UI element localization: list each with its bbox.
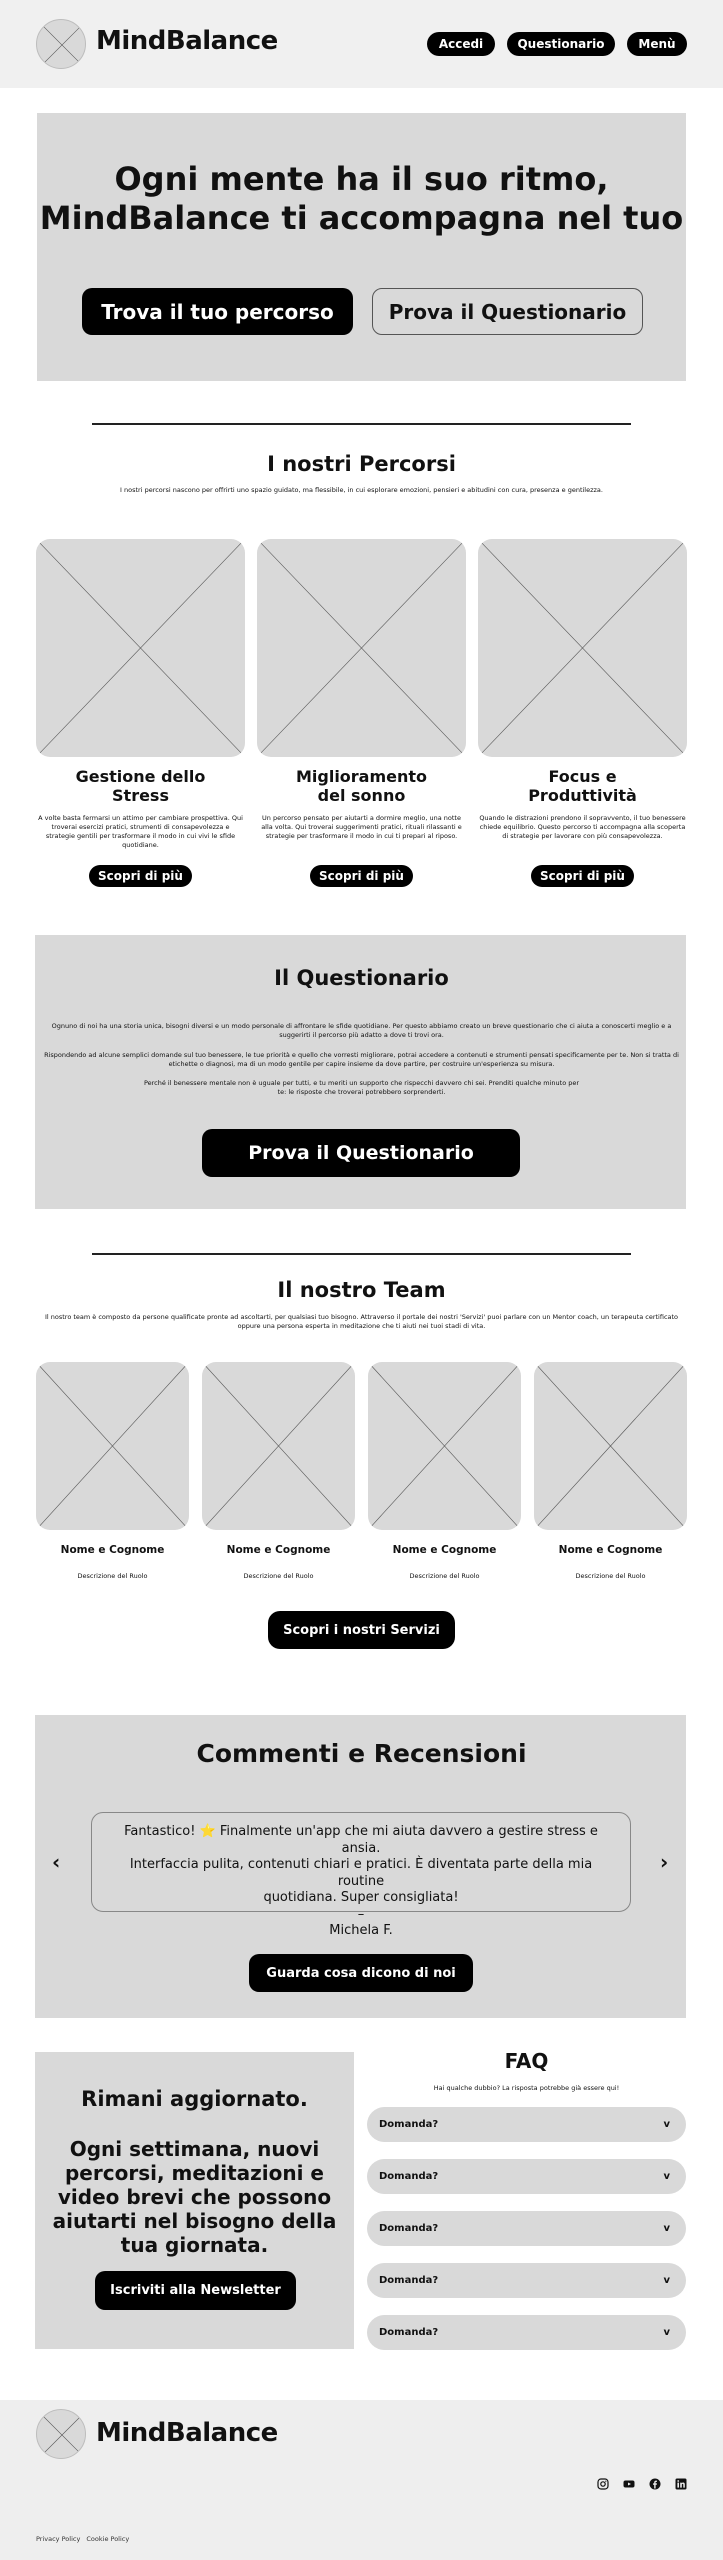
services-button[interactable]: Scopri i nostri Servizi	[268, 1611, 455, 1649]
faq-question: Domanda?	[379, 2275, 439, 2286]
review-quote-line: Interfaccia pulita, contenuti chiari e pratici. È diventata parte della mia routine	[129, 1857, 593, 1889]
hero-title-line: Ogni mente ha il suo ritmo,	[114, 160, 609, 198]
card-title-line: Produttività	[528, 786, 637, 805]
card-description: Quando le distrazioni prendono il sopravvento, il tuo benessere chiede equilibrio. Questo percorso ti accompagna alla scoperta di strategie per lavorare con più consapevolezza.	[479, 814, 686, 840]
logo-icon[interactable]	[36, 2409, 86, 2459]
menu-button[interactable]: Menù	[627, 32, 687, 56]
carousel-prev-icon[interactable]: ‹	[52, 1850, 61, 1874]
hero-section	[37, 113, 686, 381]
faq-item[interactable]	[367, 2107, 686, 2142]
card-title-line: Focus e	[548, 767, 617, 786]
youtube-icon[interactable]	[623, 2478, 635, 2490]
review-author: Michela F.	[329, 1923, 393, 1938]
newsletter-subscribe-button[interactable]: Iscriviti alla Newsletter	[95, 2271, 296, 2310]
team-member-name: Nome e Cognome	[60, 1544, 165, 1556]
faq-title: FAQ	[504, 2049, 549, 2073]
team-member-name: Nome e Cognome	[226, 1544, 331, 1556]
footer-brand-name[interactable]: MindBalance	[96, 2418, 278, 2448]
team-member-role: Descrizione del Ruolo	[409, 1572, 480, 1580]
percorsi-intro: I nostri percorsi nascono per offrirti uno spazio guidato, ma flessibile, in cui esplorare emozioni, pensieri e abitudini con cura, presenza e gentilezza.	[120, 486, 603, 494]
card-title	[36, 767, 245, 805]
cookie-policy-link[interactable]: Cookie Policy	[86, 2535, 130, 2543]
logo-icon[interactable]	[36, 19, 86, 69]
questionnaire-nav-button[interactable]: Questionario	[507, 32, 615, 56]
faq-question: Domanda?	[379, 2327, 439, 2338]
card-description: Un percorso pensato per aiutarti a dormire meglio, una notte alla volta. Qui troverai suggerimenti pratici, rituali rilassanti e strategie per trasformare il modo in cui ti prepari al riposo.	[261, 814, 462, 840]
login-button[interactable]: Accedi	[427, 32, 495, 56]
section-title-percorsi: I nostri Percorsi	[267, 452, 456, 476]
find-path-button[interactable]: Trova il tuo percorso	[82, 288, 353, 335]
facebook-icon[interactable]	[649, 2478, 661, 2490]
card-title	[257, 767, 466, 805]
questionnaire-paragraph: Rispondendo ad alcune semplici domande sul tuo benessere, le tue priorità e quello che vorresti migliorare, potrai accedere a contenuti e strumenti pensati specificamente per te. Non si tratta di etichette o diagnosi, ma di un modo gentile per capire insieme da dove partire, per costruire un'esperienza su misura.	[44, 1051, 679, 1068]
discover-more-button[interactable]: Scopri di più	[310, 865, 413, 887]
newsletter-title: Rimani aggiornato.	[81, 2087, 308, 2111]
hero-title-line: MindBalance ti accompagna nel tuo	[39, 199, 684, 237]
image-placeholder	[36, 539, 245, 757]
carousel-next-icon[interactable]: ›	[660, 1850, 669, 1874]
questionnaire-paragraph: Ognuno di noi ha una storia unica, bisogni diversi e un modo personale di affrontare le sfide quotidiane. Per questo abbiamo creato un breve questionario che ci aiuta a conoscerti meglio e a suggerirti il percorso più adatto a dove ti trovi ora.	[51, 1022, 672, 1039]
instagram-icon[interactable]	[597, 2478, 609, 2490]
faq-question: Domanda?	[379, 2119, 439, 2130]
team-photo-placeholder	[202, 1362, 355, 1530]
image-placeholder	[478, 539, 687, 757]
chevron-down-icon: v	[663, 2275, 670, 2286]
try-questionnaire-button[interactable]: Prova il Questionario	[202, 1129, 520, 1177]
section-title-reviews: Commenti e Recensioni	[196, 1739, 527, 1768]
card-title-line: Stress	[112, 786, 169, 805]
newsletter-text: Ogni settimana, nuovi percorsi, meditazioni e video brevi che possono aiutarti nel bisogno della tua giornata.	[52, 2137, 337, 2257]
chevron-down-icon: v	[663, 2171, 670, 2182]
questionnaire-paragraph: Perché il benessere mentale non è uguale per tutti, e tu meriti un supporto che rispecchi davvero chi sei. Prenditi qualche minuto per te: le risposte che troverai potrebbero sorprenderti.	[143, 1079, 580, 1096]
review-separator: –	[357, 1906, 365, 1922]
image-placeholder	[257, 539, 466, 757]
divider	[92, 423, 631, 425]
review-quote-line: quotidiana. Super consigliata!	[263, 1890, 459, 1905]
faq-item[interactable]	[367, 2263, 686, 2298]
section-title-questionnaire: Il Questionario	[274, 966, 449, 990]
chevron-down-icon: v	[663, 2119, 670, 2130]
faq-item[interactable]	[367, 2315, 686, 2350]
team-photo-placeholder	[534, 1362, 687, 1530]
section-title-team: Il nostro Team	[277, 1278, 446, 1302]
card-title-line: Gestione dello	[75, 767, 206, 786]
card-title-line: Miglioramento	[295, 767, 428, 786]
card-title	[478, 767, 687, 805]
faq-question: Domanda?	[379, 2171, 439, 2182]
team-photo-placeholder	[36, 1362, 189, 1530]
card-title-line: del sonno	[317, 786, 406, 805]
chevron-down-icon: v	[663, 2327, 670, 2338]
divider	[92, 1253, 631, 1255]
linkedin-icon[interactable]	[675, 2478, 687, 2490]
legal-links	[36, 2535, 133, 2543]
team-member-role: Descrizione del Ruolo	[243, 1572, 314, 1580]
review-quote-line: Fantastico! ⭐ Finalmente un'app che mi aiuta davvero a gestire stress e ansia.	[124, 1824, 598, 1856]
see-reviews-button[interactable]: Guarda cosa dicono di noi	[249, 1954, 473, 1992]
faq-subtitle: Hai qualche dubbio? La risposta potrebbe già essere qui!	[433, 2084, 620, 2092]
privacy-policy-link[interactable]: Privacy Policy	[36, 2535, 81, 2543]
chevron-down-icon: v	[663, 2223, 670, 2234]
team-member-role: Descrizione del Ruolo	[575, 1572, 646, 1580]
team-member-name: Nome e Cognome	[558, 1544, 663, 1556]
team-photo-placeholder	[368, 1362, 521, 1530]
faq-question: Domanda?	[379, 2223, 439, 2234]
review-quote	[110, 1824, 612, 1940]
discover-more-button[interactable]: Scopri di più	[531, 865, 634, 887]
card-description: A volte basta fermarsi un attimo per cambiare prospettiva. Qui troverai esercizi pratici, strumenti di consapevolezza e strategie gentili per trasformare il modo in cui vivi le sfide quotidiane.	[38, 814, 243, 849]
discover-more-button[interactable]: Scopri di più	[89, 865, 192, 887]
faq-item[interactable]	[367, 2159, 686, 2194]
hero-title	[0, 160, 723, 238]
team-member-role: Descrizione del Ruolo	[77, 1572, 148, 1580]
faq-item[interactable]	[367, 2211, 686, 2246]
try-questionnaire-button[interactable]: Prova il Questionario	[372, 288, 643, 335]
team-member-name: Nome e Cognome	[392, 1544, 497, 1556]
team-intro: Il nostro team è composto da persone qualificate pronte ad ascoltarti, per qualsiasi tuo bisogno. Attraverso il portale dei nostri 'Servizi' puoi parlare con un Mentor coach, un terapeuta certificato oppure una persona esperta in meditazione che ti aiuti nei tuoi stadi di vita.	[44, 1313, 679, 1330]
brand-name[interactable]: MindBalance	[96, 26, 278, 56]
